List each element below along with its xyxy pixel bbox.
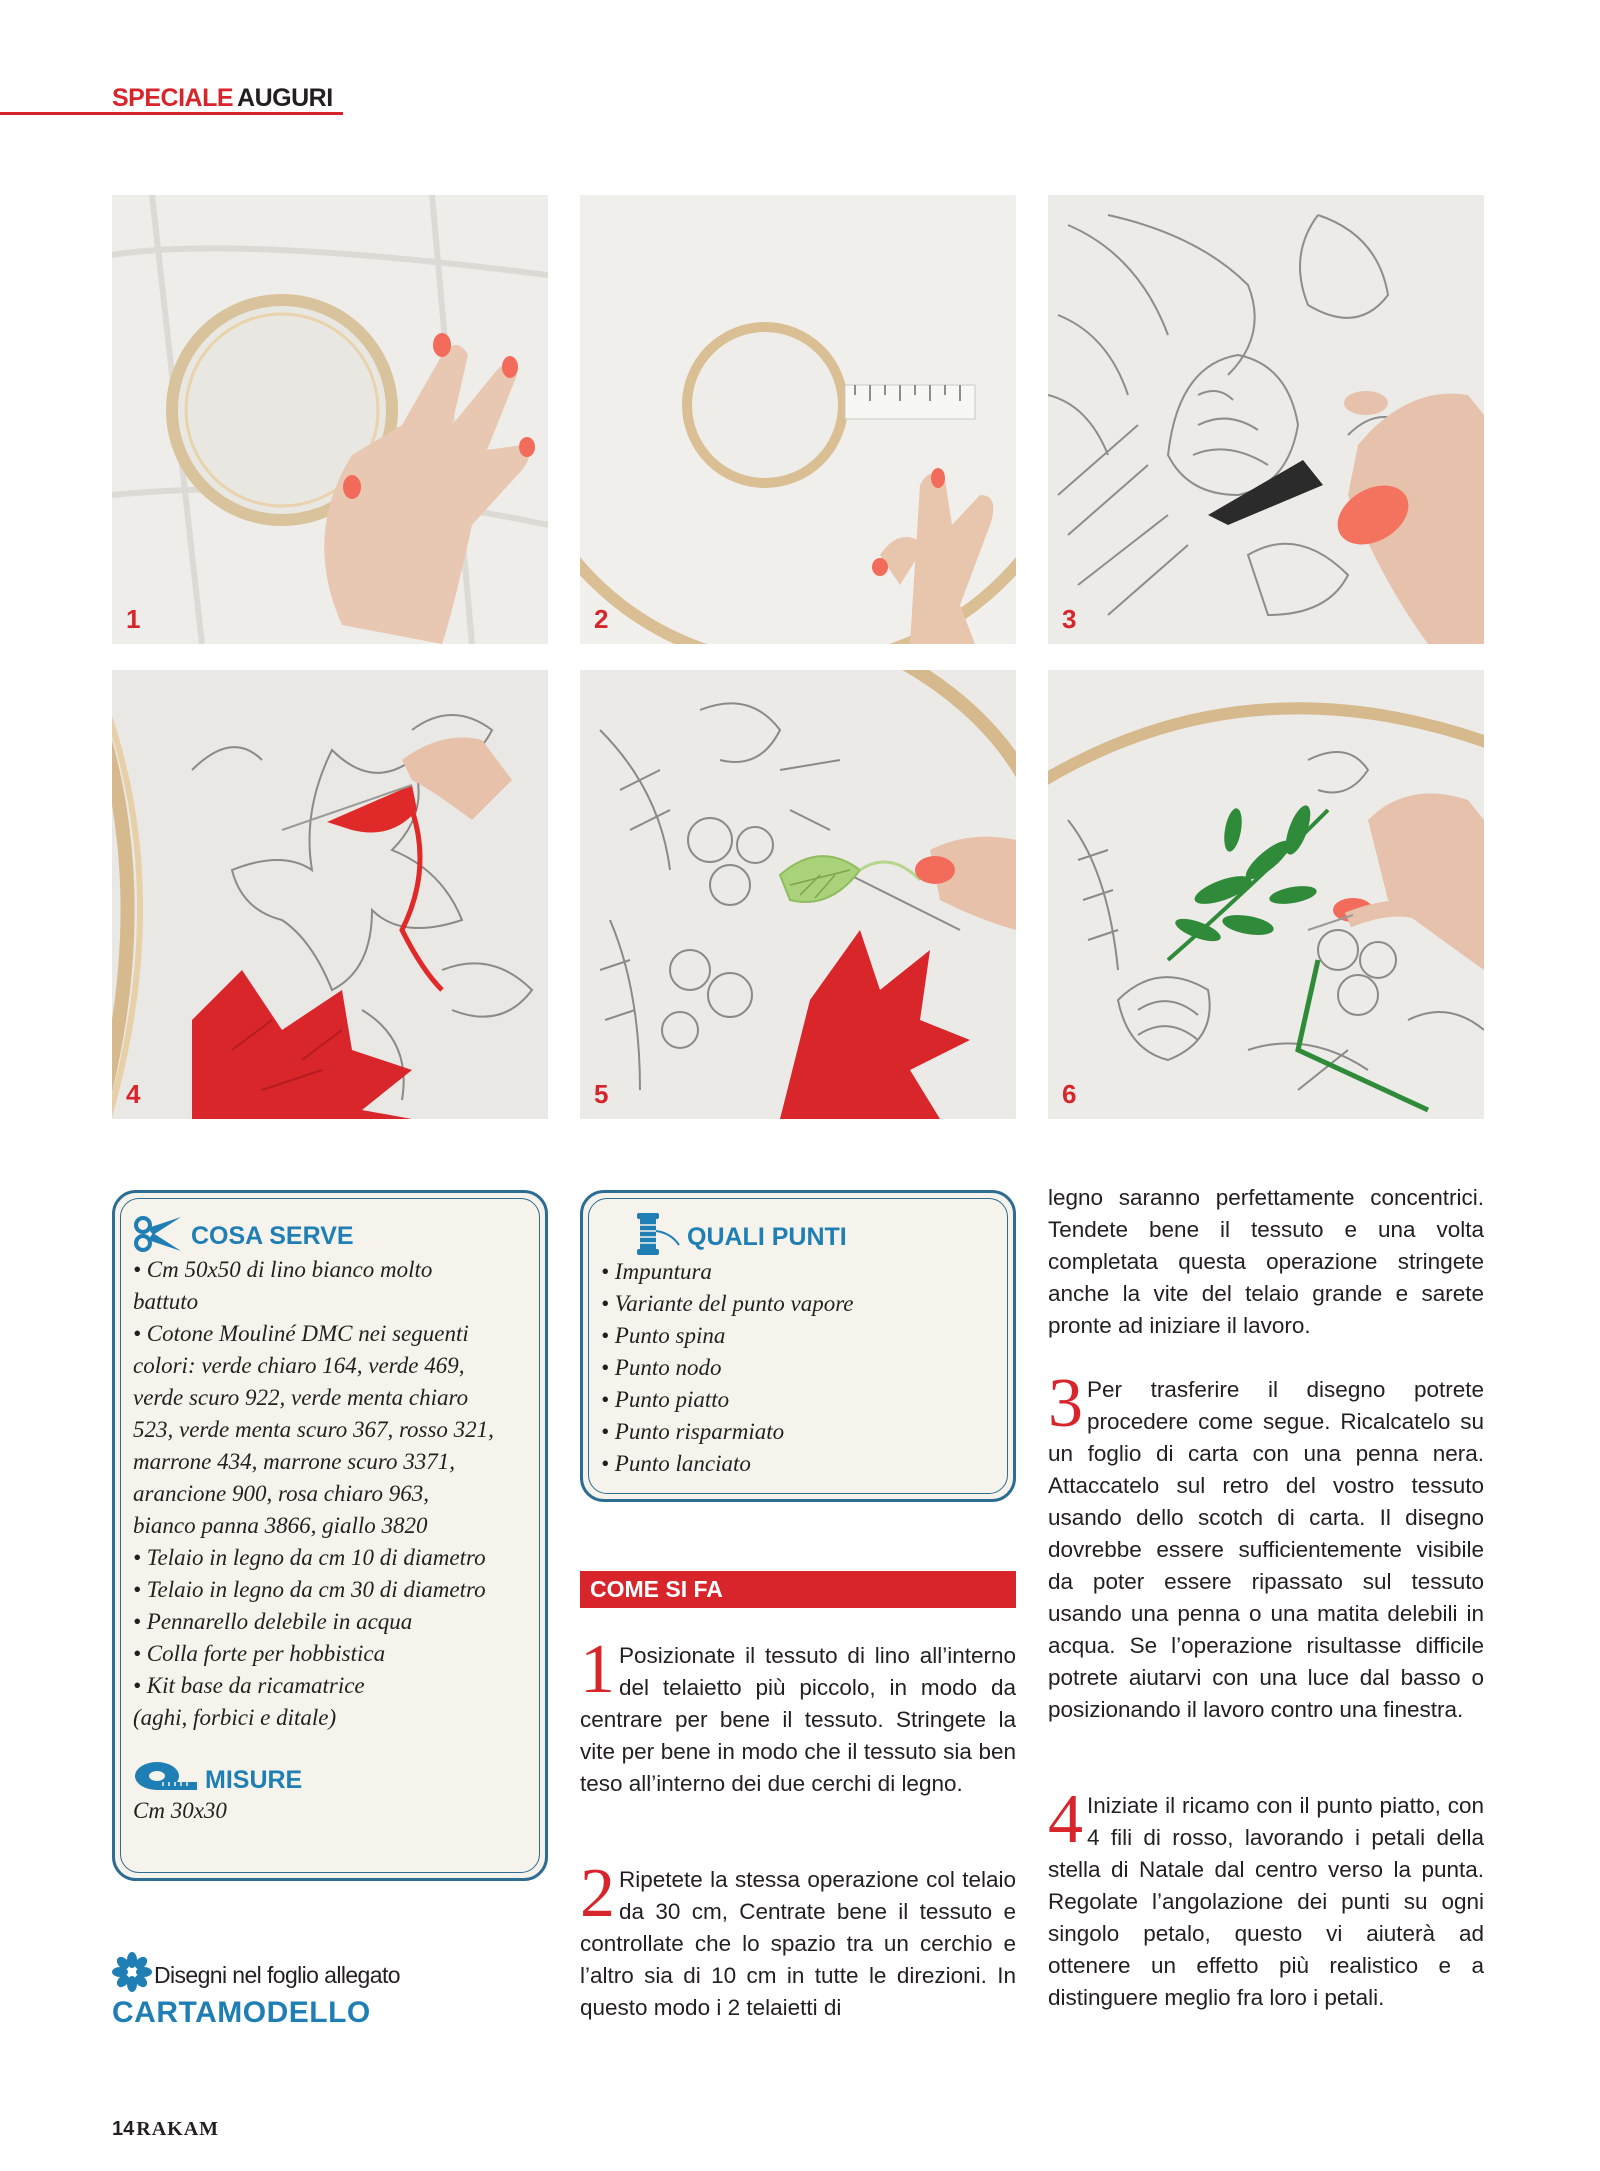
- materials-line: colori: verde chiaro 164, verde 469,: [133, 1353, 465, 1378]
- photo-hoops-ruler-illustration: [580, 195, 1016, 644]
- stitch-item: • Impuntura: [601, 1259, 712, 1284]
- stitch-item: • Punto spina: [601, 1323, 726, 1348]
- cartamodello-note: [112, 1952, 400, 2030]
- materials-line: • Colla forte per hobbistica: [133, 1641, 386, 1666]
- step-photo-1: [112, 195, 548, 644]
- header-rule: [0, 112, 343, 115]
- section-title: AUGURI: [237, 84, 333, 112]
- step-1: [580, 1631, 1016, 1800]
- materials-line: arancione 900, rosa chiaro 963,: [133, 1481, 430, 1506]
- materials-line: • Telaio in legno da cm 10 di diametro: [133, 1545, 486, 1570]
- materials-line: • Pennarello delebile in acqua: [133, 1609, 413, 1634]
- materials-line: battuto: [133, 1289, 199, 1314]
- materials-line: verde scuro 922, verde menta chiaro: [133, 1385, 469, 1410]
- stitch-item: • Punto nodo: [601, 1355, 722, 1380]
- photo-green-branch-illustration: [1048, 670, 1484, 1119]
- photo-number: 3: [1062, 604, 1077, 634]
- misure-title: MISURE: [205, 1766, 303, 1794]
- photo-green-leaf-illustration: [580, 670, 1016, 1119]
- cartamodello-title: CARTAMODELLO: [112, 1996, 371, 2029]
- stitch-item: • Punto lanciato: [601, 1451, 751, 1476]
- photo-number: 6: [1062, 1079, 1077, 1109]
- step-4: [1048, 1781, 1484, 2014]
- step-photo-6: [1048, 670, 1484, 1119]
- photo-number: 5: [594, 1079, 609, 1109]
- cosa-serve-heading: [133, 1213, 527, 1260]
- page-footer: [112, 2118, 219, 2141]
- step-text: Posizionate il tessuto di lino all’interno del telaietto più piccolo, in modo da centrare per bene il tessuto. Stringete la vite per bene in modo che il tessuto sia ben teso all’interno dei due cerchi di legno.: [580, 1643, 1016, 1796]
- step-number: 1: [580, 1631, 615, 1708]
- step-text: Ripetete la stessa operazione col telaio da 30 cm, Centrate bene il tessuto e controllate che lo spazio tra un cerchio e l’altro sia di 10 cm in tutte le direzioni. In questo modo i 2 telaietti di: [580, 1867, 1016, 2020]
- step-2-continuation: legno saranno perfettamente concentrici. Tendete bene il tessuto e una volta completata questa operazione stringete anche la vite del telaio grande e sarete pronte ad iniziare il lavoro.: [1048, 1185, 1484, 1338]
- materials-list: [133, 1254, 527, 1734]
- materials-line: • Cotone Mouliné DMC nei seguenti: [133, 1321, 469, 1346]
- photo-red-petal-illustration: [112, 670, 548, 1119]
- step-text: Per trasferire il disegno potrete procedere come segue. Ricalcatelo su un foglio di carta con una penna nera. Attaccatelo sul retro del vostro tessuto usando dello scotch di carta. Il disegno dovrebbe essere sufficientemente visibile da poter essere ripassato sul tessuto usando una penna o una matita delebili in acqua. Se l’operazione risultasse difficile potrete aiutarvi con una luce dal basso o posizionando il lavoro contro una finestra.: [1048, 1377, 1484, 1722]
- step-number: 4: [1048, 1781, 1083, 1858]
- materials-line: (aghi, forbici e ditale): [133, 1705, 337, 1730]
- cartamodello-caption: Disegni nel foglio allegato: [154, 1961, 400, 1988]
- section-header: [112, 84, 333, 113]
- step-number: 2: [580, 1855, 615, 1932]
- step-2: [580, 1855, 1016, 2024]
- step-photo-5: [580, 670, 1016, 1119]
- step-3: [1048, 1365, 1484, 1726]
- misure-value: Cm 30x30: [133, 1798, 227, 1823]
- photo-tracing-illustration: [1048, 195, 1484, 644]
- scissors-icon: [133, 1213, 185, 1260]
- stitches-list: [601, 1256, 995, 1480]
- materials-line: • Cm 50x50 di lino bianco molto: [133, 1257, 433, 1282]
- materials-line: • Kit base da ricamatrice: [133, 1673, 365, 1698]
- step-photo-3: [1048, 195, 1484, 644]
- page-number: 14: [112, 2118, 135, 2140]
- cosa-serve-title: COSA SERVE: [191, 1222, 354, 1250]
- step-photo-2: [580, 195, 1016, 644]
- stitch-item: • Punto risparmiato: [601, 1419, 785, 1444]
- magazine-name: RAKAM: [136, 2118, 220, 2140]
- materials-line: 523, verde menta scuro 367, rosso 321,: [133, 1417, 494, 1442]
- photo-number: 2: [594, 604, 609, 634]
- step-photo-4: [112, 670, 548, 1119]
- cosa-serve-box: [112, 1190, 548, 1881]
- photo-hoop-hand-illustration: [112, 195, 548, 644]
- stitch-item: • Punto piatto: [601, 1387, 730, 1412]
- stitch-item: • Variante del punto vapore: [601, 1291, 854, 1316]
- quali-punti-box: [580, 1190, 1016, 1502]
- step-number: 3: [1048, 1365, 1083, 1442]
- come-si-fa-heading: COME SI FA: [580, 1571, 1016, 1608]
- photo-number: 1: [126, 604, 141, 634]
- section-label: SPECIALE: [112, 84, 234, 112]
- photo-number: 4: [126, 1079, 141, 1109]
- quali-punti-title: QUALI PUNTI: [687, 1223, 847, 1251]
- materials-line: bianco panna 3866, giallo 3820: [133, 1513, 428, 1538]
- asterisk-flower-icon: [112, 1952, 152, 1998]
- materials-line: marrone 434, marrone scuro 3371,: [133, 1449, 455, 1474]
- materials-line: • Telaio in legno da cm 30 di diametro: [133, 1577, 486, 1602]
- step-text: Iniziate il ricamo con il punto piatto, con 4 fili di rosso, lavorando i petali della stella di Natale dal centro verso la punta. Regolate l’angolazione dei punti su ogni singolo petalo, questo vi aiuterà ad ottenere un effetto più realistico e a distinguere meglio fra loro i petali.: [1048, 1793, 1484, 2010]
